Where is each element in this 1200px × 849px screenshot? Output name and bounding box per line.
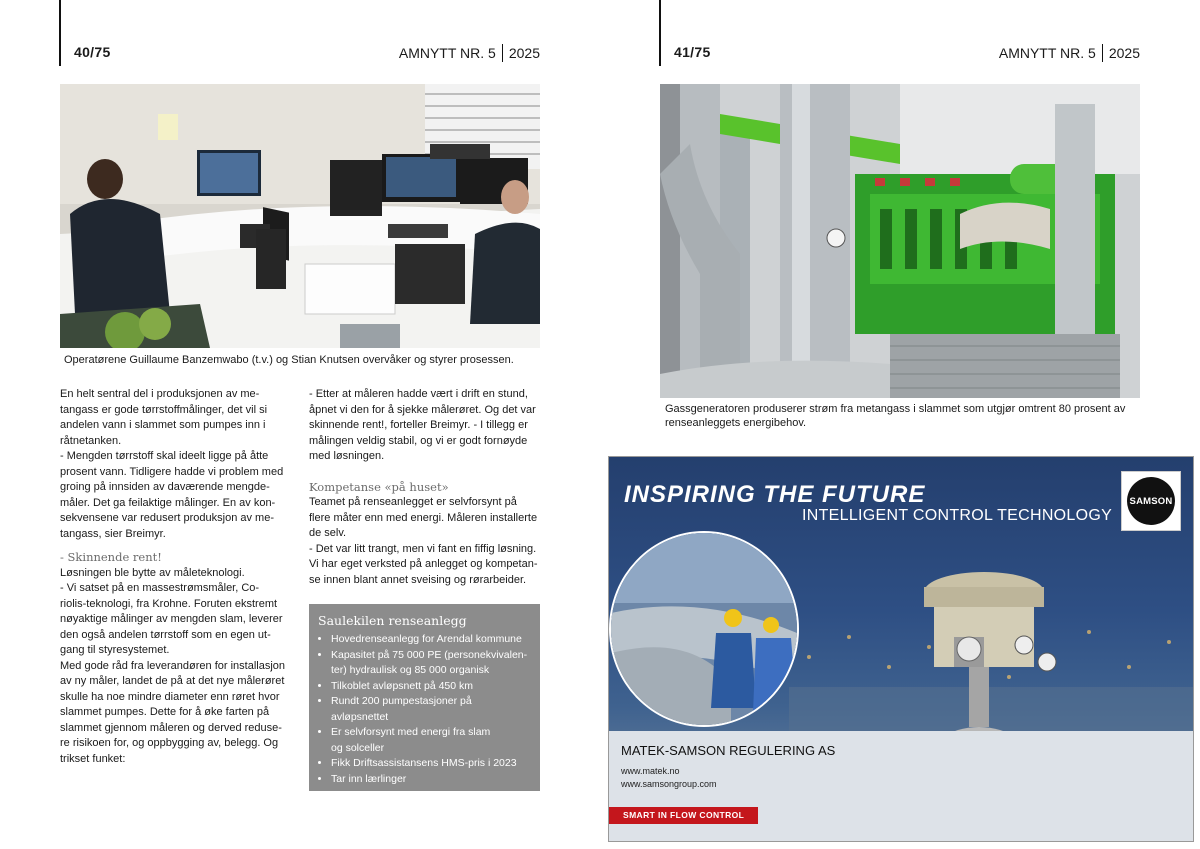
gas-generator-photo xyxy=(660,84,1140,398)
header-separator xyxy=(1102,44,1103,62)
text-line: den også andelen tørrstoff som en egen ut- xyxy=(60,628,271,641)
fact-box-item: • Fikk Driftsassistansens HMS-pris i 2023 xyxy=(331,756,532,772)
fact-box xyxy=(309,604,540,791)
text-line: gang til styresystemet. xyxy=(60,644,170,656)
fact-box-item: • Tilkoblet avløpsnett på 450 km xyxy=(331,679,532,695)
text-line: Løsningen ble bytte av måleteknologi. xyxy=(60,566,245,579)
text-line: Med gode råd fra leverandøren for installasjon xyxy=(60,659,286,672)
ad-url-samson[interactable]: www.samsongroup.com xyxy=(621,779,717,789)
header-separator xyxy=(502,44,503,62)
magazine-year: 2025 xyxy=(508,45,540,61)
text-line: av ny måler, landet de på at det nye målerøret xyxy=(60,675,285,687)
text-line: slammet pumpes. Dette for å øke farten på xyxy=(60,706,270,718)
fact-box-item: • Hovedrenseanlegg for Arendal kommune xyxy=(331,632,532,648)
fact-box-title: Saulekilen renseanlegg xyxy=(318,613,467,628)
text-line: se innen blant annet sveising og rørarbeider. xyxy=(309,573,527,586)
text-line: groing på innsiden av daværende mengde- xyxy=(60,481,270,493)
text-line: råtnetanken. xyxy=(60,434,122,447)
right-magazine-header xyxy=(999,44,1140,62)
text-line: slammet gjennom måleren og derved reduse- xyxy=(60,721,282,734)
article-column-1 xyxy=(60,387,295,767)
samson-logo xyxy=(1121,471,1181,531)
article-column-2 xyxy=(309,387,544,588)
text-line: tangass er gode tørrstoffmålinger, det vil si xyxy=(60,403,268,416)
subheading-kompetanse: Kompetanse «på huset» xyxy=(309,479,449,494)
fact-box-item: • Er selvforsynt med energi fra slam og solceller xyxy=(331,725,532,756)
text-line: tangass, sier Breimyr. xyxy=(60,527,166,540)
samson-advertisement xyxy=(608,456,1194,842)
subheading-skinnende-rent: - Skinnende rent! xyxy=(60,550,162,564)
text-line: med løsningen. xyxy=(309,450,385,462)
text-line: de selv. xyxy=(309,527,347,539)
text-line: skulle ha noe mindre diameter enn røret hvor xyxy=(60,690,280,703)
right-page-number: 41/75 xyxy=(674,44,711,60)
magazine-name: AMNYTT NR. 5 xyxy=(398,45,496,61)
magazine-year: 2025 xyxy=(1108,45,1140,61)
text-line: prosent vann. Tidligere hadde vi problem med xyxy=(60,465,284,478)
text-line: skinnende rent!, forteller Breimyr. - I tillegg er xyxy=(309,419,528,431)
text-line: Vi har eget verksted på anlegget og kompetan- xyxy=(309,558,538,570)
samson-logo-text: SAMSON xyxy=(1127,477,1175,525)
control-room-photo xyxy=(60,84,540,348)
text-line: re risikoen for, og oppbygging av, belegg. Og xyxy=(60,737,279,749)
left-magazine-header xyxy=(399,44,540,62)
text-line: - Etter at måleren hadde vært i drift en stund, xyxy=(309,388,528,400)
left-header-rule xyxy=(59,0,61,66)
text-line: En helt sentral del i produksjonen av me- xyxy=(60,388,260,400)
right-caption-line-1: Gassgeneratoren produserer strøm fra metangass i slammet som utgjør omtrent 80 prosent av xyxy=(665,403,1126,415)
ad-tagline: SMART IN FLOW CONTROL xyxy=(609,807,758,824)
text-line: andelen vann i slammet som pumpes inn i xyxy=(60,419,266,431)
right-caption-line-2: renseanleggets energibehov. xyxy=(665,417,807,429)
text-line: Teamet på renseanlegget er selvforsynt på xyxy=(309,496,517,508)
left-page-number: 40/75 xyxy=(74,44,111,60)
right-photo-caption xyxy=(665,402,1145,430)
text-line: målingen veldig stabil, og vi er godt fornøyde xyxy=(309,434,528,447)
text-line: trikset funket: xyxy=(60,752,126,765)
ad-company-name: MATEK-SAMSON REGULERING AS xyxy=(621,743,836,758)
text-line: åpnet vi den for å sjekke målerøret. Og det var xyxy=(309,403,536,416)
text-line: - Vi satset på en massestrømsmåler, Co- xyxy=(60,582,260,594)
ad-websites xyxy=(621,765,717,791)
fact-box-item: • Rundt 200 pumpestasjoner på avløpsnettet xyxy=(331,694,532,725)
fact-box-list xyxy=(309,632,540,787)
fact-box-item: • Kapasitet på 75 000 PE (personekvivalen- ter) hydraulisk og 85 000 organisk xyxy=(331,648,532,679)
text-line: flere måter enn med energi. Måleren installerte xyxy=(309,511,538,524)
text-line: sekvensene var redusert produksjon av me- xyxy=(60,512,274,524)
text-line: måler. Det ga feilaktige målinger. En av kon- xyxy=(60,496,276,509)
text-line: - Mengden tørrstoff skal ideelt ligge på åtte xyxy=(60,450,269,462)
magazine-name: AMNYTT NR. 5 xyxy=(998,45,1096,61)
engineers-photo-circle xyxy=(609,531,799,727)
left-photo-caption: Operatørene Guillaume Banzemwabo (t.v.) og Stian Knutsen overvåker og styrer prosessen. xyxy=(64,354,514,366)
text-line: nøyaktige målinger av mengden slam, leverer xyxy=(60,613,283,625)
text-line: - Det var litt trangt, men vi fant en fiffig løsning. xyxy=(309,542,537,555)
ad-subheadline: INTELLIGENT CONTROL TECHNOLOGY xyxy=(802,507,1113,524)
text-line: riolis-teknologi, fra Krohne. Foruten ekstremt xyxy=(60,597,278,610)
right-header-rule xyxy=(659,0,661,66)
ad-headline: INSPIRING THE FUTURE xyxy=(624,481,926,508)
fact-box-item: • Tar inn lærlinger xyxy=(331,772,532,788)
ad-contact-panel xyxy=(609,731,1193,841)
ad-url-matek[interactable]: www.matek.no xyxy=(621,766,680,776)
